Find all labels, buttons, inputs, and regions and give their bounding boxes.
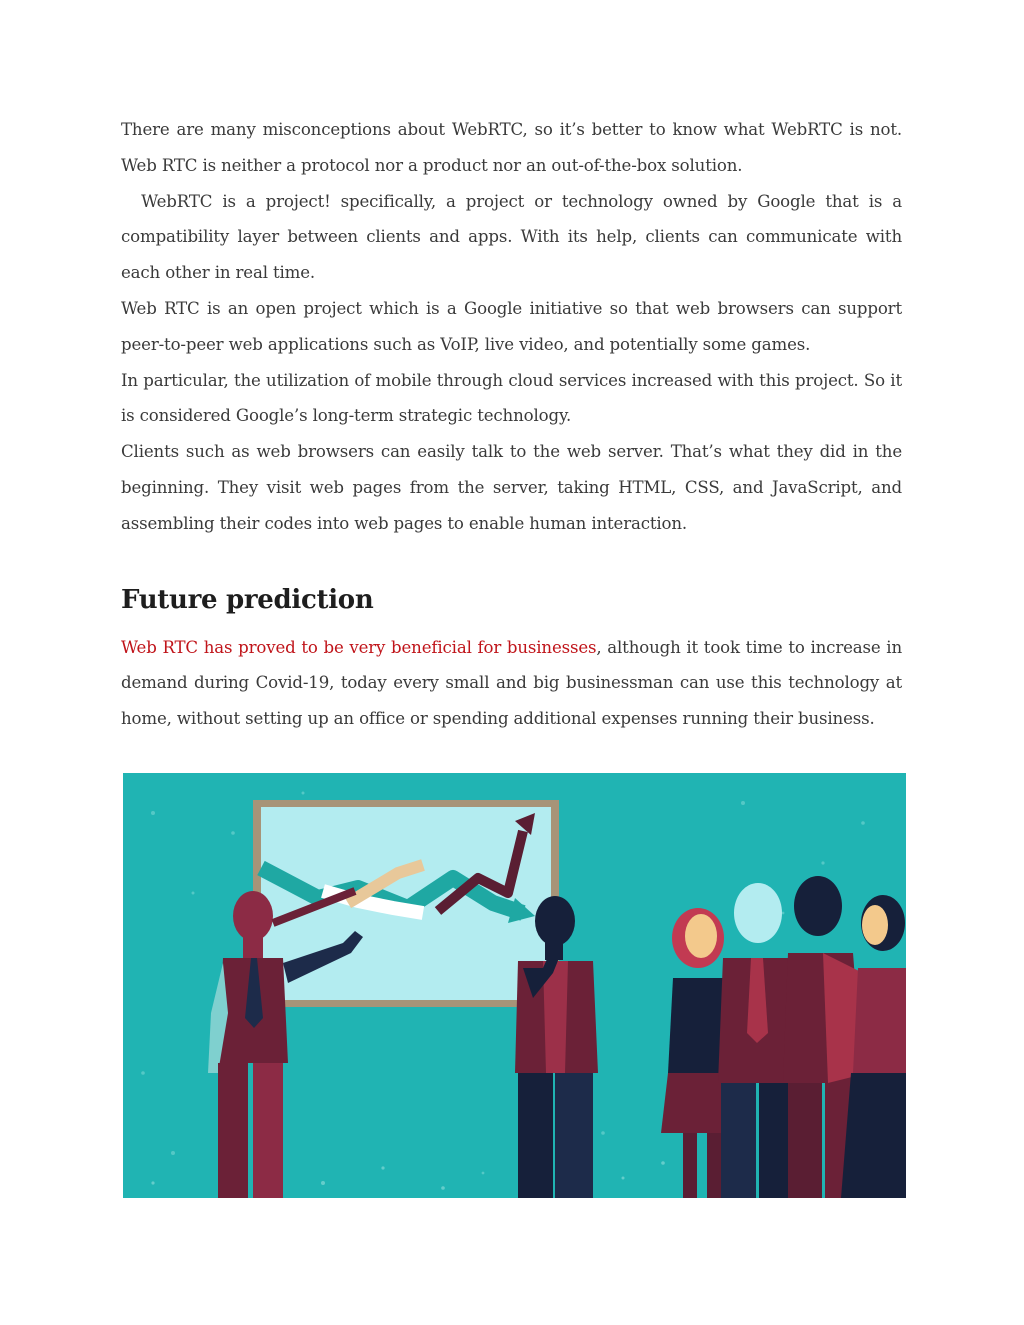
paragraph-mobile-cloud: In particular, the utilization of mobile through cloud services increased with this project. So it is considered Google’s long-term strategic technology.: [121, 370, 902, 426]
article-body: [121, 112, 908, 737]
paragraph-misconceptions: There are many misconceptions about WebRTC, so it’s better to know what WebRTC is not. Web RTC is neither a protocol nor a product nor an out-of-the-box solution.: [121, 120, 902, 175]
business-presentation-illustration: [123, 773, 906, 1198]
businesses-link[interactable]: Web RTC has proved to be very beneficial for businesses: [121, 637, 597, 657]
paragraph-future-text: , although it took time to increase in demand during Covid-19, today every small and big businessman can use this technology at home, without setting up an office or spending additional expenses running their business.: [121, 637, 903, 729]
paragraph-future: [121, 630, 902, 737]
section-heading: Future prediction: [121, 584, 374, 615]
paragraph-project: WebRTC is a project! specifically, a project or technology owned by Google that is a compatibility layer between clients and apps. With its help, clients can communicate with each other in real time.: [121, 191, 908, 283]
paragraph-clients: Clients such as web browsers can easily talk to the web server. That’s what they did in the beginning. They visit web pages from the server, taking HTML, CSS, and JavaScript, and assembling their codes into web pages to enable human interaction.: [121, 442, 902, 533]
paragraph-open-project: Web RTC is an open project which is a Google initiative so that web browsers can support peer-to-peer web applications such as VoIP, live video, and potentially some games.: [121, 298, 902, 354]
